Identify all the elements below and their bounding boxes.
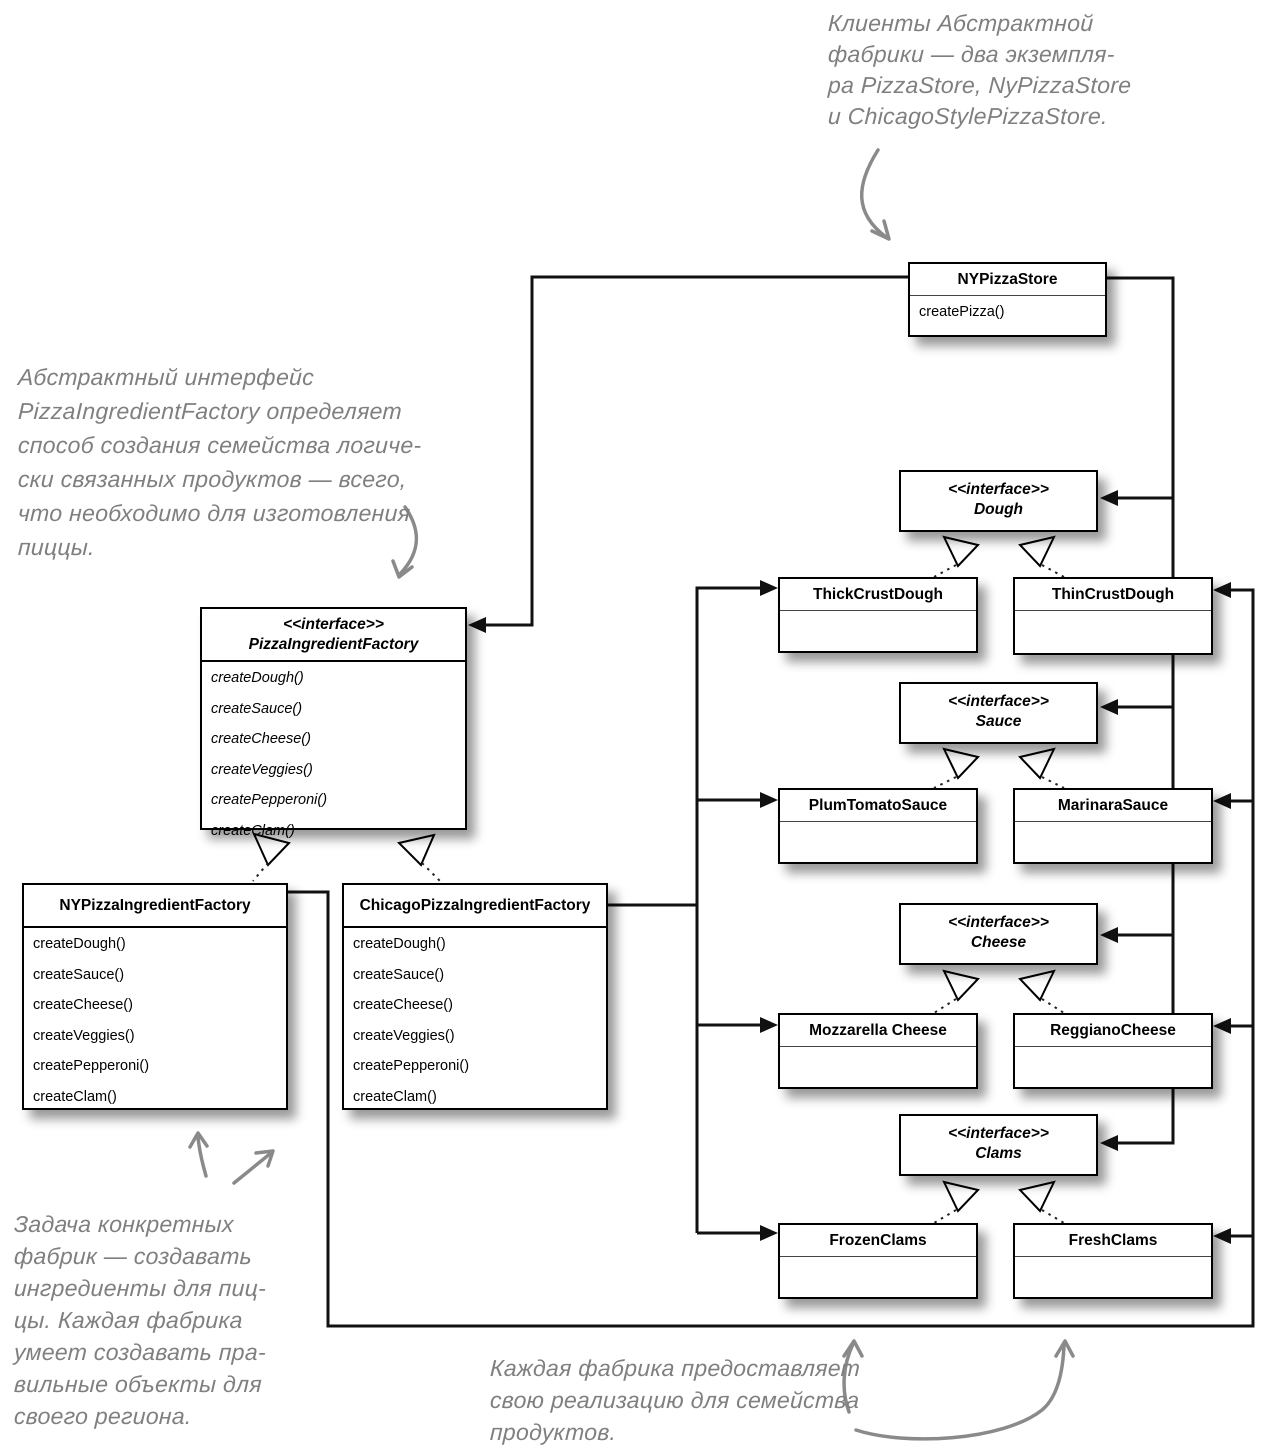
method: createCheese() — [211, 731, 311, 747]
realization-triangle — [944, 971, 978, 1000]
realization-line — [1042, 565, 1064, 577]
class-frozenclams — [778, 1223, 978, 1299]
class-title: PizzaIngredientFactory — [248, 636, 419, 653]
realization-triangle — [944, 749, 978, 778]
class-pizzaingredientfactory — [200, 607, 467, 839]
hand-arrow-clients — [862, 150, 886, 237]
realization-triangle — [1020, 537, 1054, 566]
method: createClam() — [211, 822, 295, 839]
class-thickcrustdough — [778, 577, 978, 653]
method: createSauce() — [211, 700, 303, 717]
realization-triangle — [1020, 1182, 1054, 1211]
hand-arrow-up-right — [234, 1153, 271, 1183]
method: createPizza() — [919, 304, 1005, 320]
realization-line — [934, 999, 956, 1013]
realization-line — [253, 863, 268, 881]
arrowhead — [1213, 793, 1231, 809]
connector-store-to-factory — [474, 277, 908, 625]
method: createClam() — [33, 1088, 117, 1105]
method: createCheese() — [353, 997, 453, 1013]
realization-triangle — [1020, 971, 1054, 1000]
realization-triangle — [1020, 749, 1054, 778]
annotation-abstract-interface: Абстрактный интерфейс PizzaIngredientFactory определяет способ создания семейства логиче- ски связанных продуктов — всего, что необходимо для изготовления пиццы. — [17, 364, 423, 560]
class-nypizzastore — [908, 262, 1107, 337]
class-nypizzaingredientfactory — [22, 883, 288, 1110]
class-title: ThinCrustDough — [1015, 579, 1211, 611]
class-freshclams — [1013, 1223, 1213, 1299]
hand-arrow-freshclams — [856, 1346, 1064, 1439]
method: createPepperoni() — [211, 792, 328, 808]
class-title: NYPizzaIngredientFactory — [24, 885, 286, 928]
method: createPepperoni() — [33, 1058, 150, 1074]
realization-triangle — [944, 1182, 978, 1211]
class-title: PlumTomatoSauce — [780, 790, 976, 822]
realization-line — [1042, 777, 1064, 788]
class-title: ThickCrustDough — [780, 579, 976, 611]
class-title: Dough — [973, 501, 1024, 518]
class-title: MarinaraSauce — [1015, 790, 1211, 822]
method: createSauce() — [33, 966, 125, 983]
method: createVeggies() — [353, 1027, 455, 1044]
method: createSauce() — [353, 966, 445, 983]
arrowhead — [760, 792, 778, 808]
arrowhead — [1100, 927, 1118, 943]
arrowhead — [760, 1225, 778, 1241]
class-title: ChicagoPizzaIngredientFactory — [344, 885, 606, 928]
arrowhead — [1213, 1228, 1231, 1244]
arrowhead — [1100, 699, 1118, 715]
method: createDough() — [33, 936, 126, 952]
stereotype: <<interface>> — [948, 1125, 1049, 1142]
method: createDough() — [211, 670, 304, 686]
class-title: FreshClams — [1015, 1225, 1211, 1257]
stereotype: <<interface>> — [948, 481, 1049, 498]
arrowhead — [760, 580, 778, 596]
realization-line — [934, 1210, 956, 1223]
realization-line — [1042, 999, 1064, 1013]
method: createCheese() — [33, 997, 133, 1013]
hand-arrowhead — [872, 221, 889, 239]
realization-triangle — [944, 537, 978, 566]
stereotype: <<interface>> — [948, 693, 1049, 710]
arrowhead — [1213, 582, 1231, 598]
method: createVeggies() — [211, 761, 313, 778]
stereotype: <<interface>> — [948, 914, 1049, 931]
method: createClam() — [353, 1088, 437, 1105]
interface-sauce — [899, 682, 1098, 744]
class-title: Cheese — [970, 934, 1027, 951]
realization-line — [934, 777, 956, 788]
method: createDough() — [353, 936, 446, 952]
method: createVeggies() — [33, 1027, 135, 1044]
class-chicagopizzaingredientfactory — [342, 883, 608, 1110]
realization-triangle — [399, 835, 434, 865]
class-marinarasauce — [1013, 788, 1213, 864]
class-reggianocheese — [1013, 1013, 1213, 1089]
class-title: Clams — [975, 1145, 1022, 1162]
arrowhead — [1100, 490, 1118, 506]
arrowhead — [1213, 1018, 1231, 1034]
class-title: Mozzarella Cheese — [780, 1015, 976, 1047]
arrowhead — [1100, 1135, 1118, 1151]
stereotype: <<interface>> — [283, 616, 384, 633]
class-title: ReggianoCheese — [1015, 1015, 1211, 1047]
interface-dough — [899, 470, 1098, 532]
arrowhead — [468, 617, 486, 633]
class-plumtomatosauce — [778, 788, 978, 864]
realization-line — [934, 565, 956, 577]
interface-cheese — [899, 903, 1098, 965]
class-title: NYPizzaStore — [910, 264, 1105, 296]
annotation-each-factory: Каждая фабрика предоставляет свою реализацию для семейства продуктов. — [489, 1355, 861, 1445]
arrowhead — [760, 1017, 778, 1033]
method: createPepperoni() — [353, 1058, 470, 1074]
realization-triangle — [254, 834, 289, 865]
annotation-concrete-factories: Задача конкретных фабрик — создавать ингредиенты для пиц- цы. Каждая фабрика умеет создавать пра- вильные объекты для своего региона. — [13, 1211, 267, 1429]
realization-line — [1042, 1210, 1064, 1223]
class-title: Sauce — [975, 713, 1022, 730]
interface-clams — [899, 1114, 1098, 1176]
annotation-clients: Клиенты Абстрактной фабрики — два экземпля- ра PizzaStore, NyPizzaStore и ChicagoStylePizzaStore. — [827, 10, 1132, 129]
class-mozzarellacheese — [778, 1013, 978, 1089]
connector-chicagofactory-to-products — [697, 588, 772, 1233]
class-title: FrozenClams — [780, 1225, 976, 1257]
realization-line — [422, 863, 440, 881]
class-thincrustdough — [1013, 577, 1213, 655]
